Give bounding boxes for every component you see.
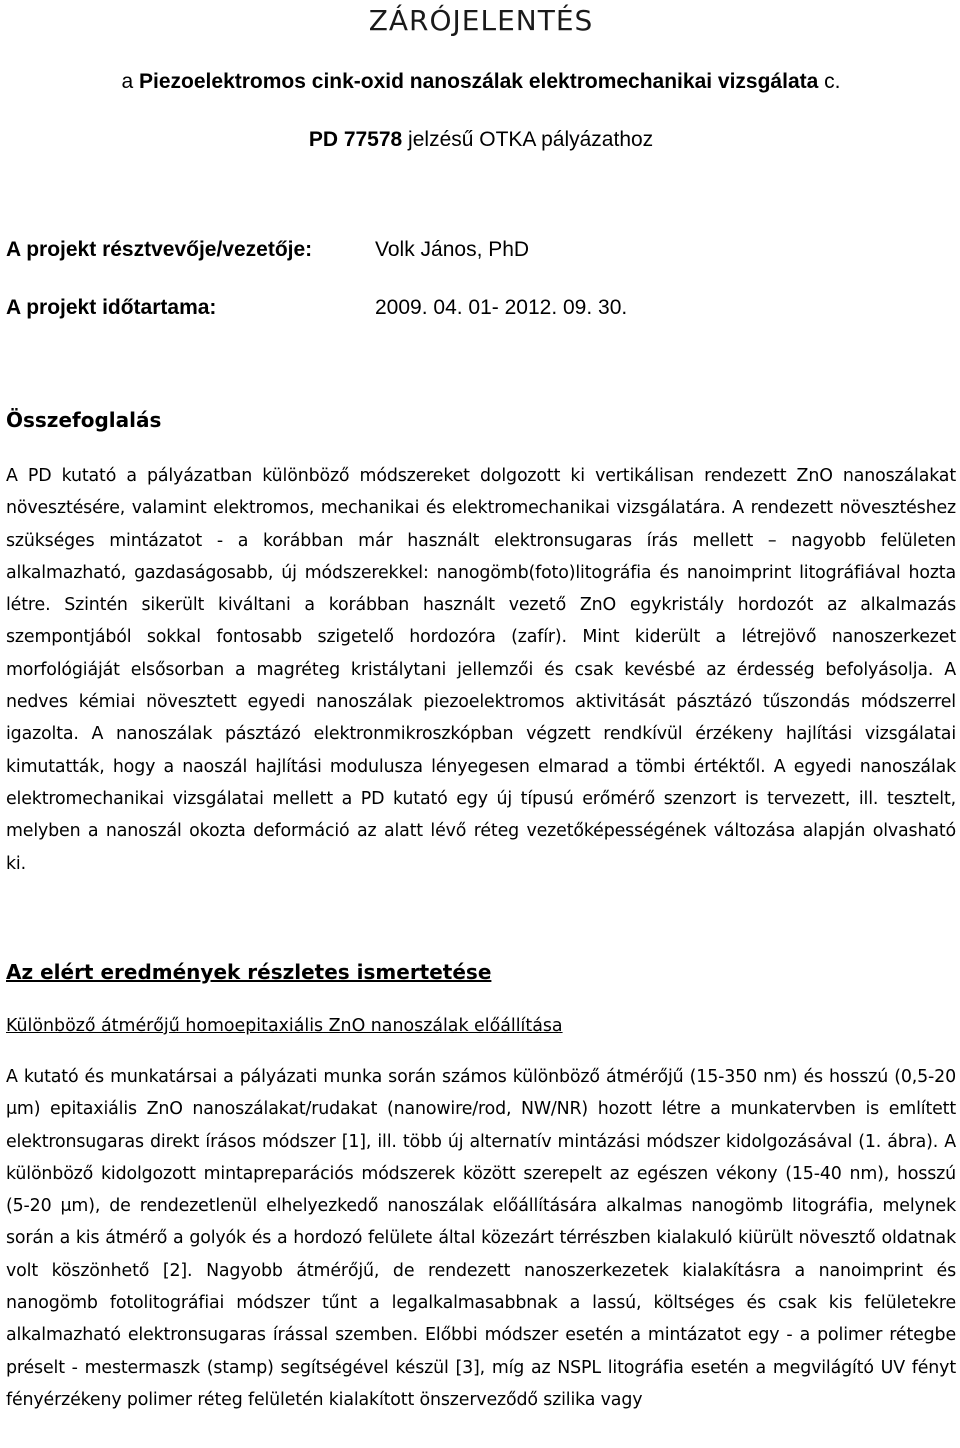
results-heading: Az elért eredmények részletes ismertetése xyxy=(6,960,492,984)
summary-paragraph: A PD kutató a pályázatban különböző módszereket dolgozott ki vertikálisan rendezett ZnO nanoszálakat növesztésére, valamint elektromos, mechanikai és elektromechanikai vizsgálatára. A rendezett növesztéshez szükséges mintázatot - a korábban már használt elektronsugaras írás mellett – nagyobb felületen alkalmazható, gazdaságosabb, új módszerekkel: nanogömb(foto)litográfia és nanoimprint litográfiával hozta létre. Szintén sikerült kiváltani a korábban használt vezető ZnO egykristály hordozót az alkalmazás szempontjából sokkal fontosabb szigetelő hordozóra (zafír). Mint kiderült a létrejövő nanoszerkezet morfológiáját elsősorban a magréteg kristálytani jellemzői és csak kevésbé az érdesség befolyásolja. A nedves kémiai növesztett egyedi nanoszálak piezoelektromos aktivitását pásztázó tűszondás módszerrel igazolta. A nanoszálak pásztázó elektronmikroszkópban végzett rendkívül érzékeny hajlítási vizsgálatai kimutatták, hogy a naoszál hajlítási modulusza lényegesen elmarad a tömbi értéktől. A egyedi nanoszálak elektromechanikai vizsgálatai mellett a PD kutató egy új típusú erőmérő szenzort is tervezett, ill. tesztelt, melyben a nanoszál okozta deformáció az alatt lévő réteg vezetőképességének változása alapján olvasható ki. xyxy=(6,466,956,874)
participant-label: A projekt résztvevője/vezetője: xyxy=(6,238,313,261)
report-title: ZÁRÓJELENTÉS xyxy=(368,4,594,37)
grant-suffix: jelzésű OTKA pályázathoz xyxy=(402,128,654,151)
summary-heading: Összefoglalás xyxy=(6,408,162,432)
duration-value: 2009. 04. 01- 2012. 09. 30. xyxy=(375,296,628,319)
subtitle-suffix: c. xyxy=(818,70,841,93)
report-subtitle xyxy=(6,70,956,94)
participant-value: Volk János, PhD xyxy=(375,238,530,261)
results-paragraph: A kutató és munkatársai a pályázati munka során számos különböző átmérőjű (15-350 nm) és hosszú (0,5-20 μm) epitaxiális ZnO nanoszálakat/rudakat (nanowire/rod, NW/NR) hozott létre a munkatervben is említett elektronsugaras direkt írásos módszer [1], ill. több új alternatív mintázási módszer kidolgozásával (1. ábra). A különböző kidolgozott mintapreparációs módszerek között szerepelt az egészen vékony (15-40 nm), hosszú (5-20 μm), de rendezetlenül elhelyezkedő nanoszálak előállítására alkalmas nanogömb litográfia, melynek során a kis átmérő a golyók és a hordozó felülete által közezárt térrészben kialakuló kiürült növesztő oldatnak volt köszönhető [2]. Nagyobb átmérőjű, de rendezett nanoszerkezetek kialakításra a nanoimprint és nanogömb fotolitográfiai módszer tűnt a legalkalmasabbnak a lassú, költséges és csak kis felületekre alkalmazható elektronsugaras írással szemben. Előbbi módszer esetén a mintázatot egy - a polimer rétegbe préselt - mestermaszk (stamp) segítségével készül [3], míg az NSPL litográfia esetén a megvilágító UV fényt fényérzékeny polimer réteg felületén kialakított önszerveződő szilika vagy xyxy=(6,1067,956,1410)
subtitle-prefix: a xyxy=(121,70,140,93)
grant-line xyxy=(6,128,956,152)
grant-id: PD 77578 xyxy=(308,128,403,151)
duration-label: A projekt időtartama: xyxy=(6,296,217,319)
project-title: Piezoelektromos cink-oxid nanoszálak elektromechanikai vizsgálata xyxy=(139,70,819,93)
results-subheading: Különböző átmérőjű homoepitaxiális ZnO nanoszálak előállítása xyxy=(6,1016,563,1036)
